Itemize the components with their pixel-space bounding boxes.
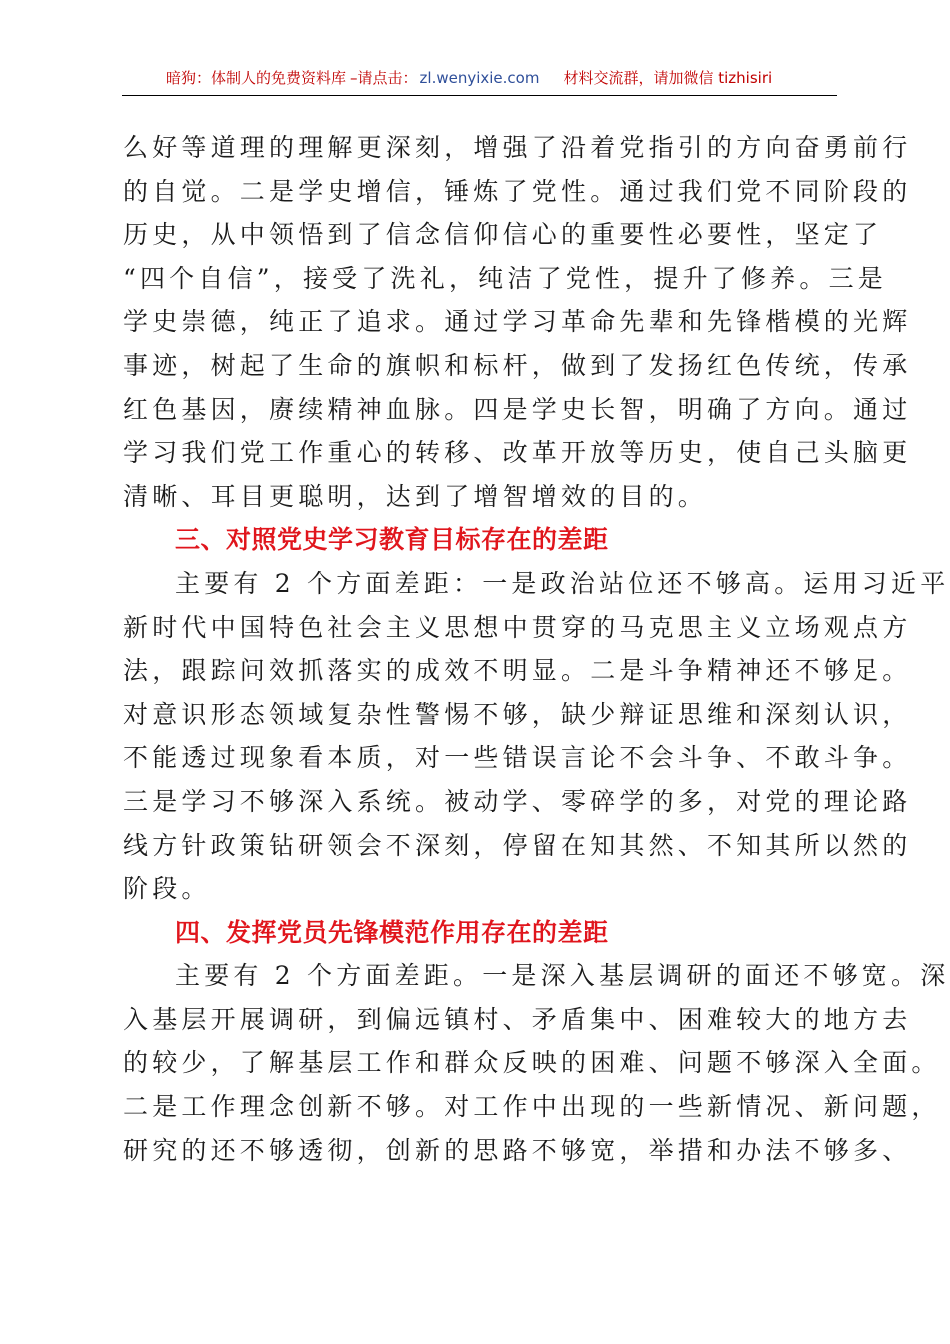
para1-line: 事迹，树起了生命的旗帜和标杆，做到了发扬红色传统，传承 <box>123 350 912 380</box>
header-click-prompt: –请点击： <box>350 69 418 87</box>
para1-line: “四个自信”，接受了洗礼，纯洁了党性，提升了修养。三是 <box>123 263 887 293</box>
para3-line: 二是工作理念创新不够。对工作中出现的一些新情况、新问题， <box>123 1092 941 1122</box>
para1-line: 历史，从中领悟到了信念信仰信心的重要性必要性，坚定了 <box>123 220 883 250</box>
para2-line: 不能透过现象看本质，对一些错误言论不会斗争、不敢斗争。 <box>123 743 912 773</box>
para1-line: 红色基因，赓续精神血脉。四是学史长智，明确了方向。通过 <box>123 394 912 424</box>
header-divider <box>122 95 837 96</box>
para2-line: 阶段。 <box>123 874 211 904</box>
para2-line: 主要有 2 个方面差距：一是政治站位还不够高。运用习近平 <box>175 568 950 598</box>
header-url-link[interactable]: zl.wenyixie.com <box>419 69 540 87</box>
header-wechat-note: 材料交流群，请加微信 tizhisiri <box>563 69 773 87</box>
para1-line: 的自觉。二是学史增信，锤炼了党性。通过我们党不同阶段的 <box>123 176 912 206</box>
para3-line: 的较少，了解基层工作和群众反映的困难、问题不够深入全面。 <box>123 1048 941 1078</box>
header-brand: 暗狗：体制人的免费资料库 <box>166 69 347 87</box>
page-header <box>122 64 837 92</box>
para1-line: 么好等道理的理解更深刻，增强了沿着党指引的方向奋勇前行 <box>123 133 912 162</box>
para3-line: 主要有 2 个方面差距。一是深入基层调研的面还不够宽。深 <box>175 961 950 991</box>
para2-line: 新时代中国特色社会主义思想中贯穿的马克思主义立场观点方 <box>123 612 912 642</box>
para1-line: 学习我们党工作重心的转移、改革开放等历史，使自己头脑更 <box>123 438 912 468</box>
para2-line: 线方针政策钻研领会不深刻，停留在知其然、不知其所以然的 <box>123 830 912 860</box>
para3-line: 研究的还不够透彻，创新的思路不够宽，举措和办法不够多、 <box>123 1135 912 1165</box>
para2-line: 三是学习不够深入系统。被动学、零碎学的多，对党的理论路 <box>123 786 912 816</box>
para1-line: 学史崇德，纯正了追求。通过学习革命先辈和先锋楷模的光辉 <box>123 307 912 337</box>
document-body <box>123 126 950 1172</box>
para2-line: 法，跟踪问效抓落实的成效不明显。二是斗争精神还不够足。 <box>123 656 912 686</box>
section-heading-3: 三、对照党史学习教育目标存在的差距 <box>175 525 609 555</box>
para1-line: 清晰、耳目更聪明，达到了增智增效的目的。 <box>123 481 708 511</box>
section-heading-4: 四、发挥党员先锋模范作用存在的差距 <box>175 917 609 947</box>
para2-line: 对意识形态领域复杂性警惕不够，缺少辩证思维和深刻认识， <box>123 699 912 729</box>
para3-line: 入基层开展调研，到偏远镇村、矛盾集中、困难较大的地方去 <box>123 1004 912 1034</box>
